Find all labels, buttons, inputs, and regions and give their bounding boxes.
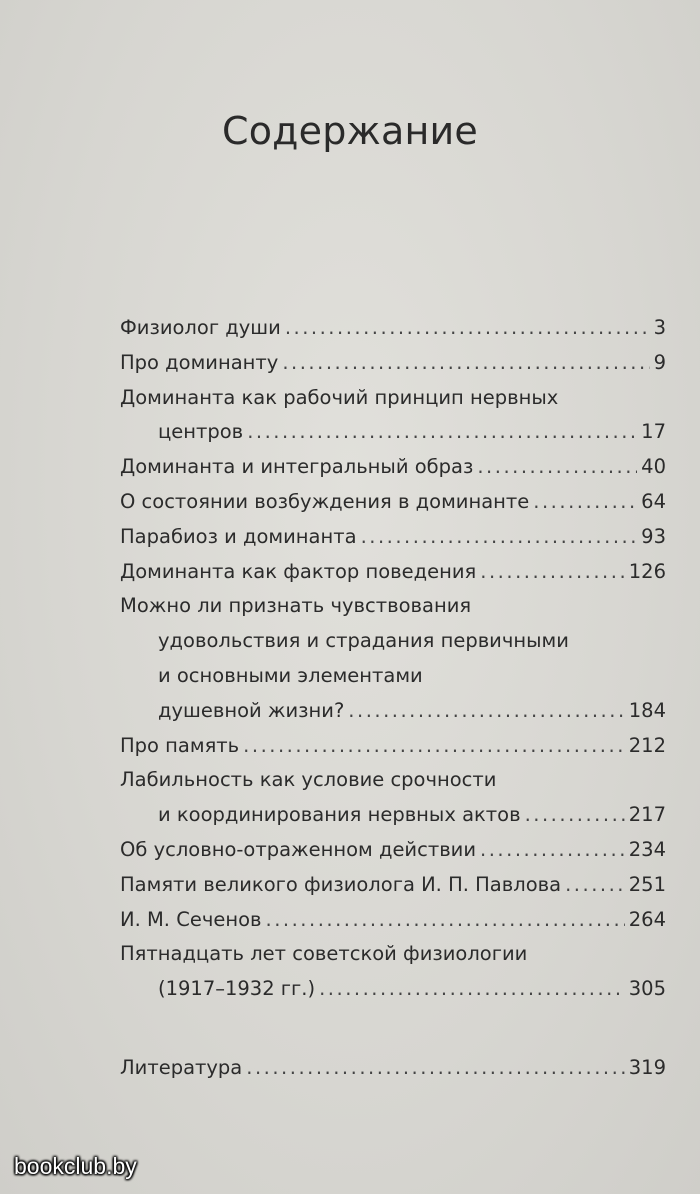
dot-leader [246,1056,625,1079]
dot-leader [361,525,638,548]
toc-entry [120,525,666,560]
toc-entry-line [120,594,666,629]
toc-entry-line [120,977,666,1012]
dot-leader [319,977,625,1000]
toc-page-number: 217 [628,803,666,827]
toc-entry [120,455,666,490]
toc-entry-title: О состоянии возбуждения в доминанте [120,489,530,513]
toc-page-number: 305 [628,977,666,1001]
dot-leader [243,734,625,757]
toc-entry-line [120,768,666,803]
toc-entry-title: Физиолог души [120,316,281,339]
toc-entry-line [120,838,666,873]
toc-entry-title: И. М. Сеченов [120,907,262,931]
toc-page-number: 319 [628,1055,666,1079]
toc-page-number: 251 [628,872,666,896]
toc-entry-line [120,942,666,977]
toc-page-number: 17 [641,420,666,444]
toc-entry-line [120,455,666,490]
toc-entry [120,351,666,386]
toc-entry-line [120,351,666,386]
toc-entry-line [120,734,666,769]
toc-entry [120,873,666,908]
toc-entry [120,908,666,943]
toc-entry-title: душевной жизни? [158,698,345,722]
toc-entry [120,838,666,873]
toc-entry-line [120,699,666,734]
toc-entry-line [120,560,666,595]
toc-page-number: 212 [628,733,666,757]
table-of-contents [120,316,666,1091]
toc-entry-title: Литература [120,1055,243,1079]
toc-entry-title: Доминанта как рабочий принцип нервных [120,385,559,409]
toc-page-number: 184 [628,698,666,722]
toc-entry-line [120,386,666,421]
toc-entry-title: (1917–1932 гг.) [158,977,316,1001]
toc-entry-title: и основными элементами [158,663,423,687]
dot-leader [480,838,625,861]
toc-entry-line [120,316,666,351]
toc-entry [120,386,666,456]
toc-entry [120,560,666,595]
dot-leader [247,420,637,443]
toc-entry [120,734,666,769]
toc-entry-line [120,664,666,699]
toc-entry-title: центров [158,420,244,444]
dot-leader [266,908,625,931]
toc-entry-title: Про память [120,733,240,757]
toc-entry-line [120,629,666,664]
toc-entry-line [120,803,666,838]
toc-page-number: 234 [628,837,666,861]
toc-entry [120,316,666,351]
dot-leader [565,873,625,896]
toc-page-number: 264 [628,907,666,931]
toc-entry-line [120,525,666,560]
toc-page-number: 9 [653,350,666,374]
toc-entry-title: Лабильность как условие срочности [120,768,497,792]
toc-entry-line [120,420,666,455]
dot-leader [477,455,637,478]
toc-entry-line [120,908,666,943]
toc-entry-title: Памяти великого физиолога И. П. Павлова [120,872,562,896]
toc-entry [120,942,666,1012]
toc-entry-title: Про доминанту [120,350,279,374]
toc-entry-title: и координирования нервных актов [158,803,521,827]
toc-page-number: 64 [641,489,666,513]
dot-leader [285,316,650,339]
dot-leader [348,699,624,722]
page-title: Содержание [222,109,478,154]
toc-entry-line [120,1056,666,1091]
section-gap [120,1012,666,1056]
toc-page-number: 93 [641,524,666,548]
dot-leader [525,803,625,826]
toc-entry-title: Пятнадцать лет советской физиологии [120,942,528,966]
toc-page-number: 40 [641,455,666,479]
dot-leader [282,351,649,374]
toc-entry [120,594,666,733]
toc-entry-title: Доминанта как фактор поведения [120,559,477,583]
toc-entry-title: Парабиоз и доминанта [120,524,357,548]
watermark: bookclub.by [14,1153,137,1179]
toc-entry-title: удовольствия и страдания первичными [158,629,569,653]
toc-page-number: 126 [628,559,666,583]
toc-entry-title: Можно ли признать чувствования [120,594,472,618]
toc-entry-line [120,490,666,525]
toc-entry-line [120,873,666,908]
toc-entry-title: Об условно-отраженном действии [120,837,477,861]
toc-entry [120,490,666,525]
dot-leader [480,560,624,583]
toc-entry [120,768,666,838]
toc-entry-title: Доминанта и интегральный образ [120,455,474,479]
toc-page-number: 3 [653,316,666,339]
toc-entry-bibliography [120,1056,666,1091]
dot-leader [533,490,637,513]
